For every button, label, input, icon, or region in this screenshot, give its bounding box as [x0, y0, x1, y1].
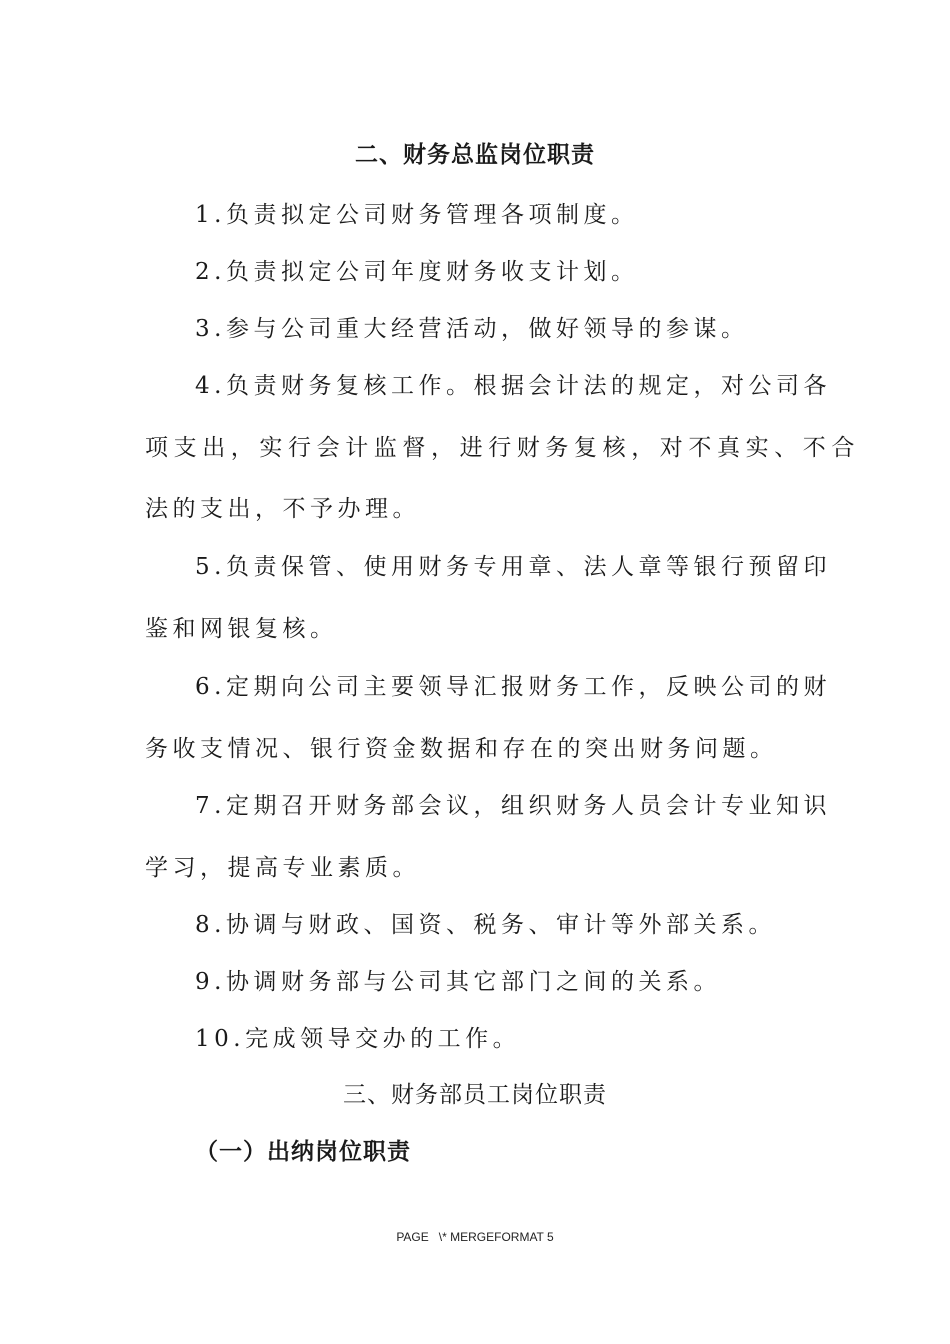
paragraph-line: 10.完成领导交办的工作。	[195, 1026, 521, 1052]
paragraph-line: 3.参与公司重大经营活动，做好领导的参谋。	[195, 316, 749, 342]
section-title-staff-duties: 三、财务部员工岗位职责	[343, 1082, 607, 1108]
paragraph-line: 1.负责拟定公司财务管理各项制度。	[195, 202, 639, 228]
section-title-cfo-duties: 二、财务总监岗位职责	[355, 142, 595, 168]
paragraph-line: 务收支情况、银行资金数据和存在的突出财务问题。	[145, 736, 778, 762]
paragraph-line: 5.负责保管、使用财务专用章、法人章等银行预留印	[195, 554, 831, 580]
paragraph-line: 9.协调财务部与公司其它部门之间的关系。	[195, 969, 721, 995]
paragraph-line: 学习，提高专业素质。	[145, 855, 420, 881]
paragraph-line: 6.定期向公司主要领导汇报财务工作，反映公司的财	[195, 674, 831, 700]
paragraph-line: 4.负责财务复核工作。根据会计法的规定，对公司各	[195, 373, 831, 399]
paragraph-line: 8.协调与财政、国资、税务、审计等外部关系。	[195, 912, 776, 938]
paragraph-line: 法的支出，不予办理。	[145, 496, 420, 522]
paragraph-line: 项支出，实行会计监督，进行财务复核，对不真实、不合	[145, 435, 860, 461]
subsection-title-cashier-duties: （一）出纳岗位职责	[195, 1139, 411, 1165]
paragraph-line: 7.定期召开财务部会议，组织财务人员会计专业知识	[195, 793, 831, 819]
paragraph-line: 鉴和网银复核。	[145, 616, 338, 642]
page-footer: PAGE \* MERGEFORMAT 5	[396, 1230, 554, 1244]
paragraph-line: 2.负责拟定公司年度财务收支计划。	[195, 259, 639, 285]
